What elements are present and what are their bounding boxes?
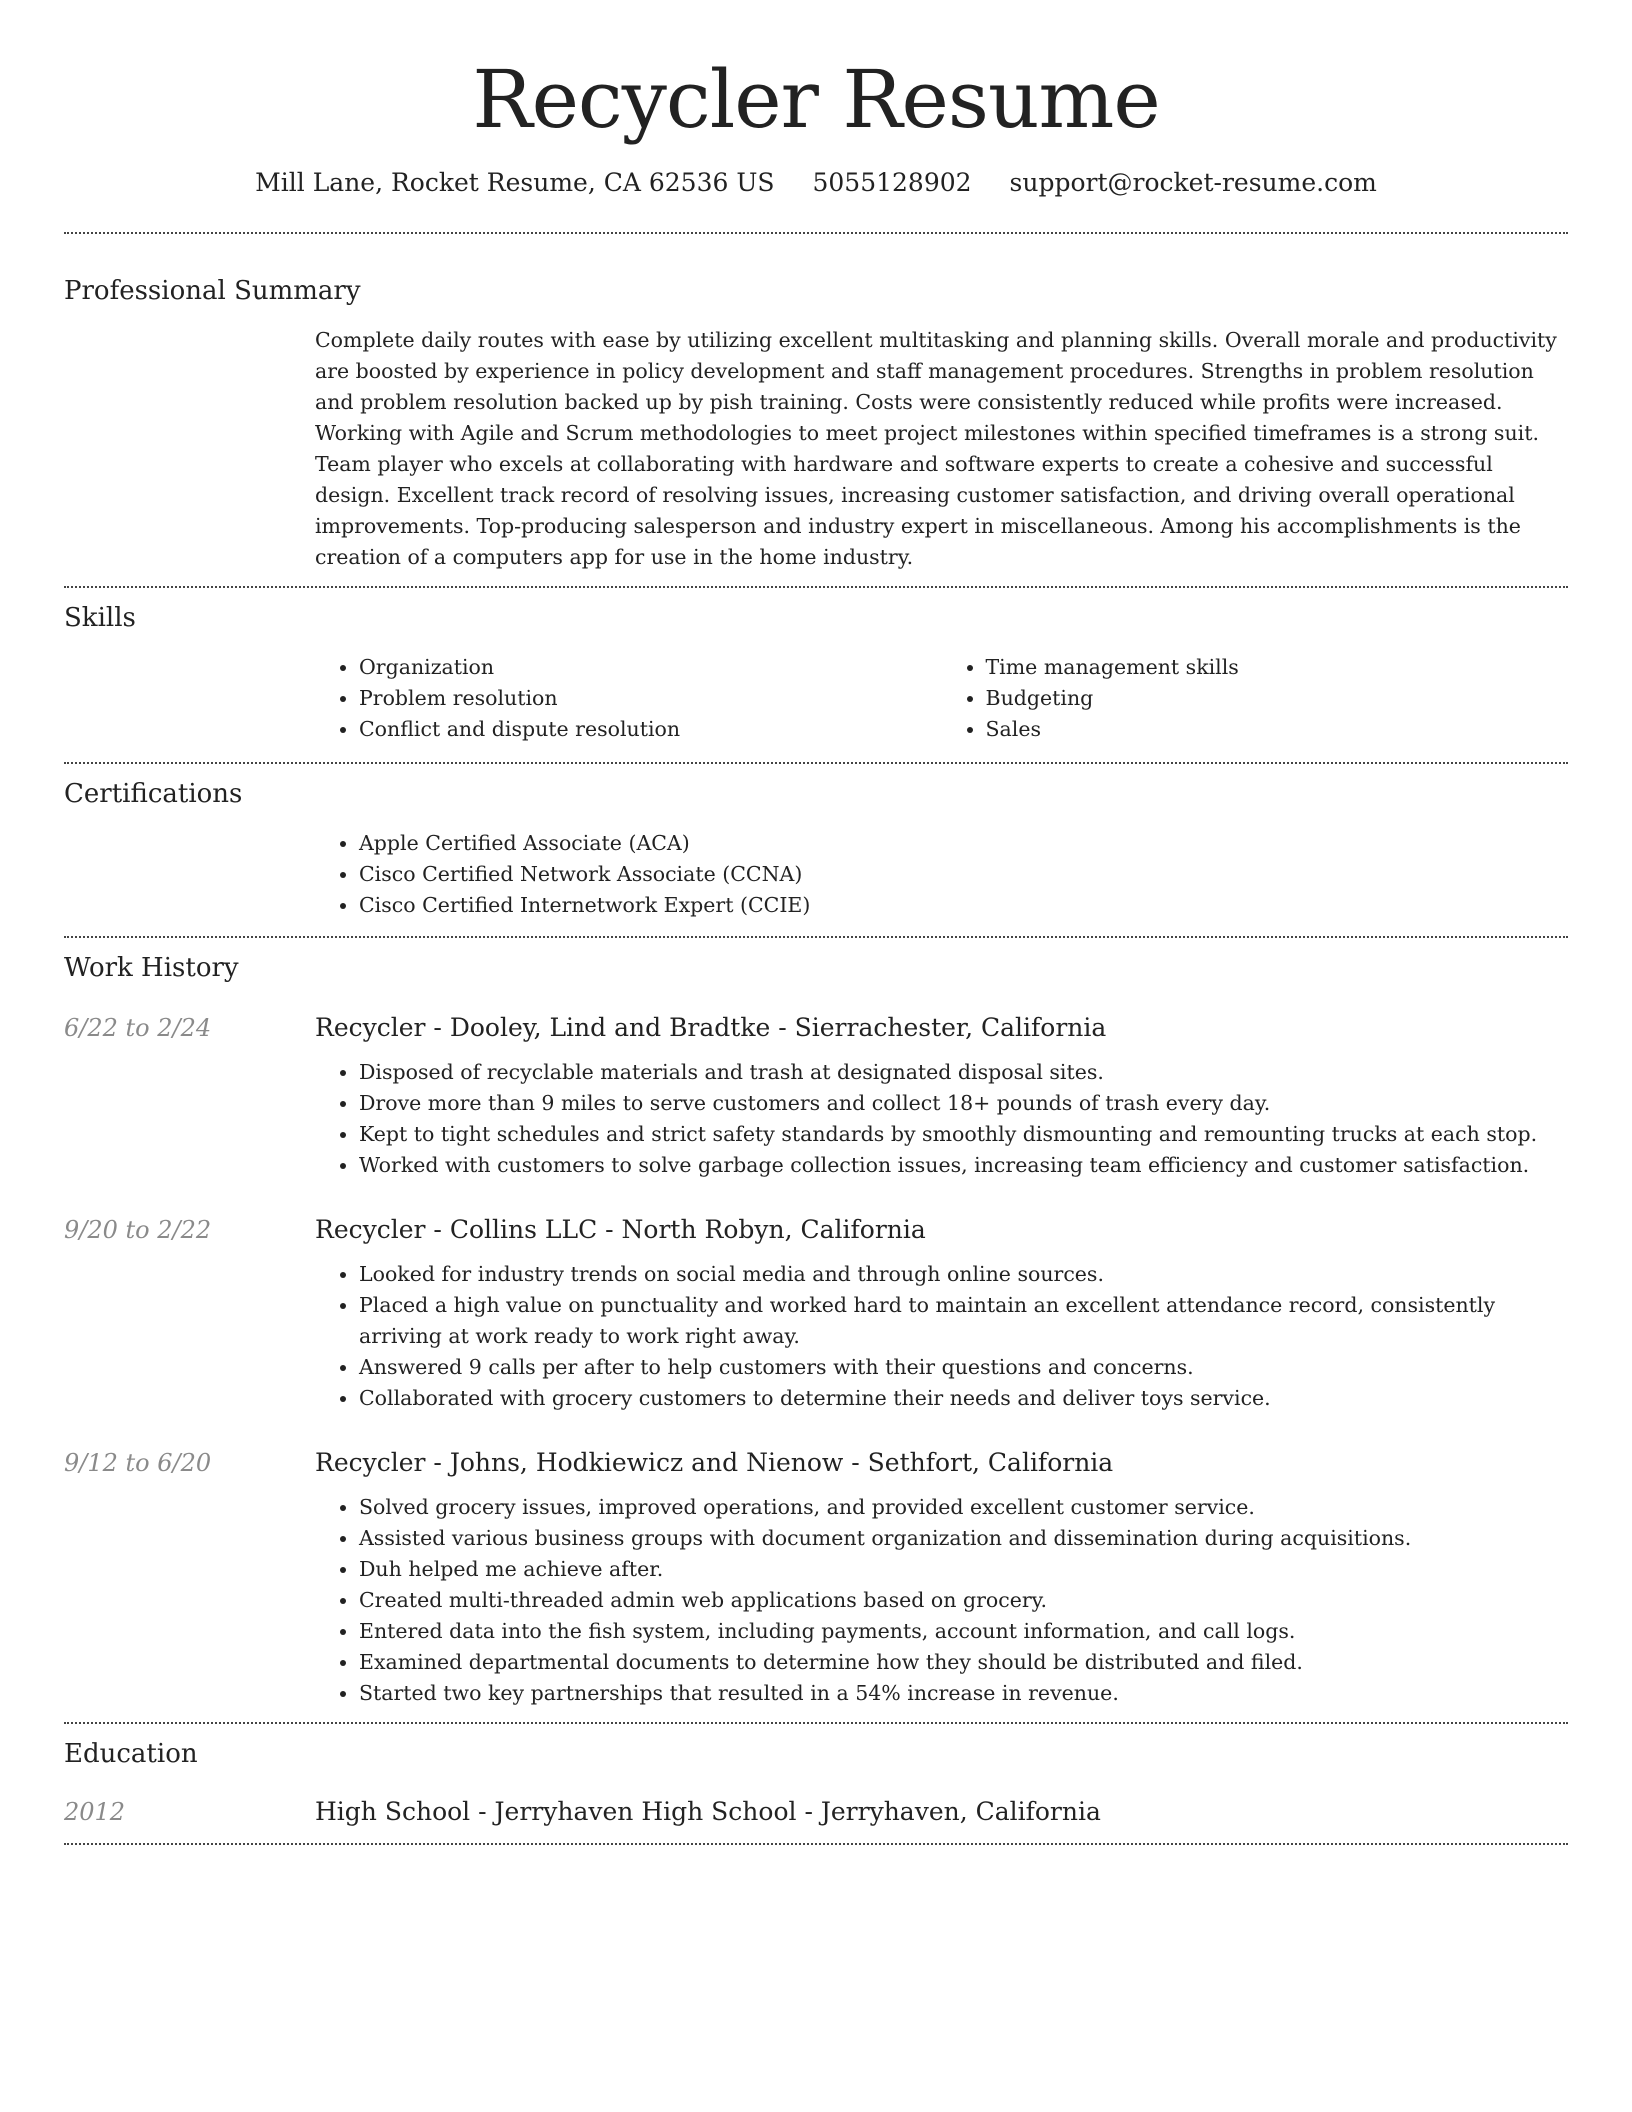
divider	[64, 1843, 1568, 1845]
job-date: 9/20 to 2/22	[64, 1216, 212, 1244]
certification-item: • Cisco Certified Network Associate (CCNA)	[359, 859, 1568, 890]
job-header	[64, 1446, 1568, 1480]
skill-item: • Budgeting	[986, 683, 1569, 714]
job-entry	[64, 1213, 1568, 1414]
job-title: Recycler - Dooley, Lind and Bradtke - Sierrachester, California	[315, 1013, 1107, 1042]
skill-item: • Problem resolution	[359, 683, 942, 714]
certification-item: • Cisco Certified Internetwork Expert (CCIE)	[359, 890, 1568, 921]
job-header	[64, 1213, 1568, 1247]
skills-grid	[315, 652, 1568, 745]
skills-section	[64, 588, 1568, 745]
education-section	[64, 1724, 1568, 1829]
skills-list-left	[315, 652, 942, 745]
education-date: 2012	[64, 1798, 126, 1826]
contact-address: Mill Lane, Rocket Resume, CA 62536 US	[255, 168, 775, 197]
skill-item: • Sales	[986, 714, 1569, 745]
job-bullet: • Looked for industry trends on social media and through online sources.	[359, 1259, 1568, 1290]
contact-phone: 5055128902	[812, 168, 972, 197]
certification-item: • Apple Certified Associate (ACA)	[359, 828, 1568, 859]
job-bullet: • Examined departmental documents to determine how they should be distributed and filed.	[359, 1647, 1568, 1678]
job-date: 6/22 to 2/24	[64, 1014, 212, 1042]
job-bullet: • Answered 9 calls per after to help customers with their questions and concerns.	[359, 1352, 1568, 1383]
skill-item: • Time management skills	[986, 652, 1569, 683]
work-history-section	[64, 938, 1568, 1709]
section-title-education: Education	[64, 1739, 198, 1769]
job-bullet: • Started two key partnerships that resulted in a 54% increase in revenue.	[359, 1678, 1568, 1709]
education-entry	[64, 1795, 1568, 1829]
summary-text: Complete daily routes with ease by utilizing excellent multitasking and planning skills. Overall morale and productivity are boosted by experience in policy development and staff management procedures. Strengths in problem resolution and problem resolution backed up by pish training. Costs were consistently reduced while profits were increased. Working with Agile and Scrum methodologies to meet project milestones within specified timeframes is a strong suit. Team player who excels at collaborating with hardware and software experts to create a cohesive and successful design. Excellent track record of resolving issues, increasing customer satisfaction, and driving overall operational improvements. Top-producing salesperson and industry expert in miscellaneous. Among his accomplishments is the creation of a computers app for use in the home industry.	[315, 328, 1557, 569]
education-title: High School - Jerryhaven High School - Jerryhaven, California	[315, 1797, 1101, 1826]
job-bullets	[315, 1492, 1568, 1709]
job-title: Recycler - Johns, Hodkiewicz and Nienow - Sethfort, California	[315, 1448, 1114, 1477]
job-bullet: • Assisted various business groups with document organization and dissemination during acquisitions.	[359, 1523, 1568, 1554]
job-bullet: • Duh helped me achieve after.	[359, 1554, 1568, 1585]
job-bullets	[315, 1259, 1568, 1414]
skill-item: • Conflict and dispute resolution	[359, 714, 942, 745]
job-bullet: • Solved grocery issues, improved operations, and provided excellent customer service.	[359, 1492, 1568, 1523]
job-entry	[64, 1446, 1568, 1709]
summary-section	[64, 234, 1568, 573]
contact-email: support@rocket-resume.com	[1009, 168, 1377, 197]
job-bullet: • Worked with customers to solve garbage collection issues, increasing team efficiency and customer satisfaction.	[359, 1150, 1568, 1181]
job-bullet: • Kept to tight schedules and strict safety standards by smoothly dismounting and remounting trucks at each stop.	[359, 1119, 1568, 1150]
resume-title: Recycler Resume	[472, 53, 1160, 146]
section-title-skills: Skills	[64, 603, 136, 633]
skill-item: • Organization	[359, 652, 942, 683]
job-title: Recycler - Collins LLC - North Robyn, California	[315, 1215, 926, 1244]
job-date: 9/12 to 6/20	[64, 1449, 212, 1477]
section-title-certifications: Certifications	[64, 779, 243, 809]
job-header	[64, 1011, 1568, 1045]
job-bullet: • Collaborated with grocery customers to determine their needs and deliver toys service.	[359, 1383, 1568, 1414]
section-title-summary: Professional Summary	[64, 276, 361, 306]
job-bullet: • Drove more than 9 miles to serve customers and collect 18+ pounds of trash every day.	[359, 1088, 1568, 1119]
job-entry	[64, 1011, 1568, 1181]
skills-list-right	[942, 652, 1569, 745]
job-bullet: • Disposed of recyclable materials and trash at designated disposal sites.	[359, 1057, 1568, 1088]
job-bullet: • Placed a high value on punctuality and worked hard to maintain an excellent attendance record, consistently arriving at work ready to work right away.	[359, 1290, 1568, 1352]
certifications-list	[315, 828, 1568, 921]
contact-line	[64, 166, 1568, 200]
resume-header	[64, 0, 1568, 200]
job-bullet: • Created multi-threaded admin web applications based on grocery.	[359, 1585, 1568, 1616]
section-title-work-history: Work History	[64, 953, 239, 983]
job-bullet: • Entered data into the fish system, including payments, account information, and call logs.	[359, 1616, 1568, 1647]
job-bullets	[315, 1057, 1568, 1181]
certifications-section	[64, 764, 1568, 921]
